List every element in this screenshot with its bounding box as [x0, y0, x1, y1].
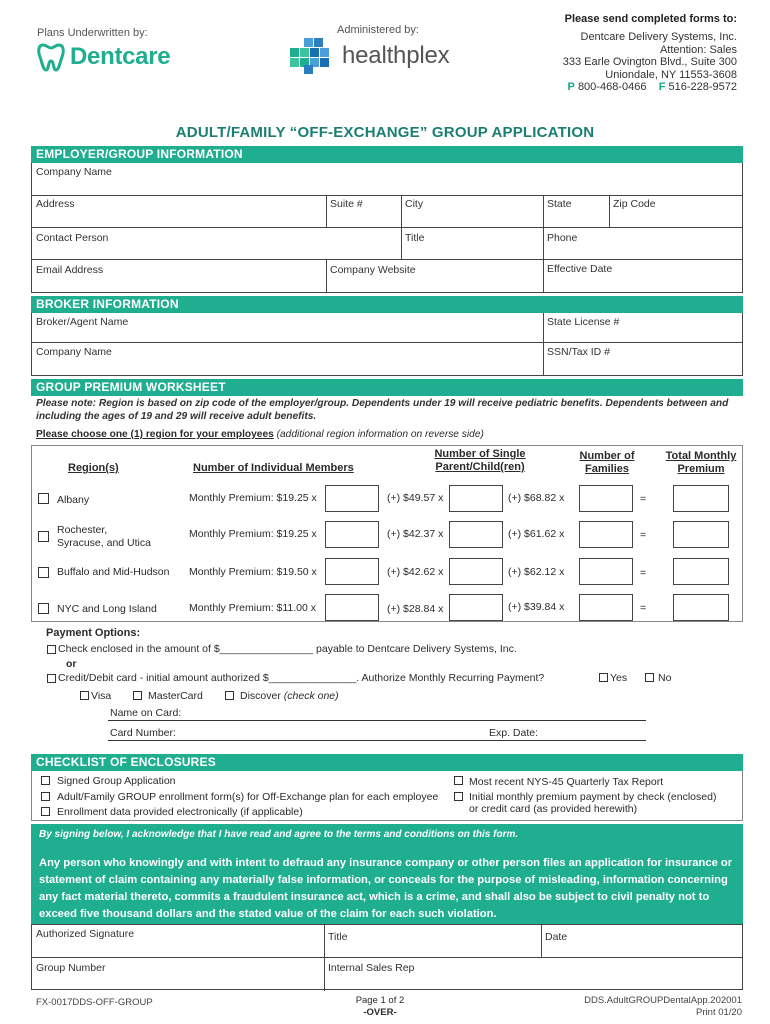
tax-report-checkbox[interactable] — [454, 776, 463, 785]
region-label: Albany — [57, 494, 90, 506]
form-id: FX-0017DDS-OFF-GROUP — [36, 997, 153, 1008]
card-number-label: Card Number: — [110, 727, 176, 739]
region-checkbox-buffalo[interactable] — [38, 567, 49, 578]
doc-id — [584, 995, 742, 1019]
phone-number: 800-468-0466 — [577, 81, 647, 93]
address-line: Dentcare Delivery Systems, Inc. — [580, 31, 737, 43]
col-header-total — [658, 450, 744, 476]
acknowledge-block — [31, 824, 743, 924]
address-line: 333 Earle Ovington Blvd., Suite 300 — [562, 56, 737, 68]
mastercard-checkbox[interactable] — [133, 691, 142, 700]
checklist-item: Signed Group Application — [57, 775, 176, 787]
single-premium-label: (+) $42.62 x — [387, 566, 444, 578]
single-premium-label: (+) $49.57 x — [387, 492, 444, 504]
page-indicator — [330, 995, 430, 1019]
choose-region-label: Please choose one (1) region for your employees — [36, 429, 274, 440]
payment-options-heading: Payment Options: — [46, 627, 141, 639]
col-header-total-line: Premium — [677, 463, 725, 475]
page-number: Page 1 of 2 — [355, 995, 405, 1006]
region-checkbox-albany[interactable] — [38, 493, 49, 504]
sales-rep-field[interactable]: Internal Sales Rep — [328, 962, 415, 974]
family-premium-label: (+) $62.12 x — [508, 566, 565, 578]
recurring-yes-label: Yes — [610, 672, 628, 684]
col-header-members: Number of Individual Members — [193, 462, 354, 474]
region-label: Buffalo and Mid-Hudson — [57, 566, 170, 578]
individual-premium-label: Monthly Premium: $19.25 x — [189, 528, 317, 540]
doc-id-text: DDS.AdultGROUPDentalApp.202001 — [584, 995, 742, 1006]
address-line: Uniondale, NY 11553-3608 — [605, 68, 737, 81]
over-label: -OVER- — [363, 1007, 397, 1018]
checklist-item: Enrollment data provided electronically (if applicable) — [57, 806, 303, 818]
region-checkbox-rochester[interactable] — [38, 531, 49, 542]
premium-section-header: GROUP PREMIUM WORKSHEET — [31, 379, 743, 396]
checklist-item: Most recent NYS-45 Quarterly Tax Report — [469, 776, 664, 788]
col-header-region: Region(s) — [68, 462, 119, 474]
individual-count-input[interactable] — [325, 594, 379, 621]
broker-company-field[interactable]: Company Name — [36, 346, 112, 358]
company-name-field[interactable]: Company Name — [36, 166, 112, 178]
address-field[interactable]: Address — [36, 198, 75, 210]
acknowledge-text: By signing below, I acknowledge that I have read and agree to the terms and conditions on this form. — [39, 829, 519, 840]
family-premium-label: (+) $39.84 x — [508, 601, 565, 613]
website-field[interactable]: Company Website — [330, 264, 416, 276]
card-number-input[interactable] — [108, 740, 646, 741]
page-title: ADULT/FAMILY “OFF-EXCHANGE” GROUP APPLICATION — [175, 124, 595, 141]
ssn-tax-field[interactable]: SSN/Tax ID # — [547, 346, 611, 358]
discover-checkbox[interactable] — [225, 691, 234, 700]
mastercard-label: MasterCard — [148, 690, 203, 702]
name-on-card-label: Name on Card: — [110, 707, 182, 719]
discover-label — [240, 690, 339, 702]
region-checkbox-nyc[interactable] — [38, 603, 49, 614]
signature-title-field[interactable]: Title — [328, 931, 348, 943]
single-count-input[interactable] — [449, 521, 503, 548]
choose-region-extra: (additional region information on reverse side) — [276, 429, 484, 440]
effective-date-field[interactable]: Effective Date — [547, 263, 613, 275]
suite-field[interactable]: Suite # — [330, 198, 363, 210]
col-header-families-line: Number of — [579, 450, 635, 462]
individual-count-input[interactable] — [325, 558, 379, 585]
col-header-families — [566, 450, 648, 476]
enrollment-data-checkbox[interactable] — [41, 807, 50, 816]
phone-prefix: P — [567, 81, 575, 93]
send-forms-title: Please send completed forms to: — [564, 13, 737, 25]
signed-application-checkbox[interactable] — [41, 776, 50, 785]
family-premium-label: (+) $61.62 x — [508, 528, 565, 540]
single-count-input[interactable] — [449, 558, 503, 585]
or-label: or — [66, 658, 77, 670]
visa-checkbox[interactable] — [80, 691, 89, 700]
family-count-input[interactable] — [579, 485, 633, 512]
recurring-no-checkbox[interactable] — [645, 673, 654, 682]
name-on-card-input[interactable] — [108, 720, 646, 721]
col-header-single-line: Number of Single — [434, 448, 526, 460]
checklist-section-header: CHECKLIST OF ENCLOSURES — [31, 754, 743, 771]
col-header-single — [425, 448, 535, 474]
dentcare-wordmark: Dentcare — [70, 43, 171, 70]
healthplex-cross-icon — [290, 38, 336, 74]
equals-sign: = — [640, 567, 647, 579]
broker-grid — [31, 313, 743, 376]
dentcare-logo — [37, 42, 170, 72]
credit-card-label: Credit/Debit card - initial amount authorized $_______________. Authorize Monthly Recurring Payment? — [58, 672, 545, 684]
state-license-field[interactable]: State License # — [547, 316, 620, 328]
title-field[interactable]: Title — [405, 232, 425, 244]
individual-premium-label: Monthly Premium: $19.25 x — [189, 492, 317, 504]
single-premium-label: (+) $42.37 x — [387, 528, 444, 540]
city-field[interactable]: City — [405, 198, 424, 210]
individual-premium-label: Monthly Premium: $19.50 x — [189, 566, 317, 578]
signature-grid — [31, 924, 743, 990]
visa-label: Visa — [91, 690, 112, 702]
healthplex-wordmark: healthplex — [342, 42, 450, 69]
region-label: Rochester, Syracuse, and Utica — [57, 524, 151, 549]
check-one-text: (check one) — [283, 690, 339, 702]
family-count-input[interactable] — [579, 521, 633, 548]
choose-region-instruction — [36, 429, 484, 440]
fax-number: 516-228-9572 — [668, 81, 737, 93]
individual-premium-label: Monthly Premium: $11.00 x — [189, 602, 317, 614]
premium-note: Please note: Region is based on zip code of the employer/group. Dependents under 19 will receive pediatric benefits. Dependents between and including the ages of 19 and 29 will receive adult benefits. — [36, 398, 729, 422]
family-count-input[interactable] — [579, 594, 633, 621]
region-label: NYC and Long Island — [57, 603, 157, 615]
family-premium-label: (+) $68.82 x — [508, 492, 565, 504]
state-field[interactable]: State — [547, 198, 572, 210]
employer-grid — [31, 163, 743, 293]
family-count-input[interactable] — [579, 558, 633, 585]
print-date: Print 01/20 — [696, 1007, 742, 1018]
fax-prefix: F — [658, 81, 666, 93]
check-enclosed-label: Check enclosed in the amount of $________________ payable to Dentcare Delivery Systems, Inc. — [58, 643, 517, 655]
authorized-signature-field[interactable]: Authorized Signature — [36, 928, 135, 940]
fraud-warning: Any person who knowingly and with intent to defraud any insurance company or other person files an application for insurance or statement of claim containing any materially false information, or conceals for the purpose of misleading, information concerning any fact material thereto, commits a fraudulent insurance act, which is a crime, and shall also be subject to civil penalty not to exceed five thousand dollars and the stated value of the claim for each such violation. — [39, 857, 733, 920]
total-premium-input[interactable] — [673, 558, 729, 585]
recurring-no-label: No — [658, 672, 672, 684]
single-count-input[interactable] — [449, 594, 503, 621]
equals-sign: = — [640, 493, 647, 505]
checklist-item: or credit card (as provided herewith) — [469, 803, 638, 815]
tooth-icon — [37, 42, 65, 72]
individual-count-input[interactable] — [325, 485, 379, 512]
checklist-item: Adult/Family GROUP enrollment form(s) for Off-Exchange plan for each employee — [57, 791, 439, 803]
email-field[interactable]: Email Address — [36, 264, 104, 276]
address-line: Attention: Sales — [659, 43, 737, 56]
credit-card-checkbox[interactable] — [47, 674, 56, 683]
broker-agent-field[interactable]: Broker/Agent Name — [36, 316, 129, 328]
underwritten-label: Plans Underwritten by: — [37, 27, 148, 39]
equals-sign: = — [640, 529, 647, 541]
phone-field[interactable]: Phone — [547, 232, 578, 244]
signature-date-field[interactable]: Date — [545, 931, 568, 943]
checklist-item: Initial monthly premium payment by check (enclosed) — [469, 791, 717, 803]
total-premium-input[interactable] — [673, 521, 729, 548]
broker-section-header: BROKER INFORMATION — [31, 296, 743, 313]
col-header-total-line: Total Monthly — [665, 450, 737, 462]
single-premium-label: (+) $28.84 x — [387, 603, 444, 615]
employer-section-header: EMPLOYER/GROUP INFORMATION — [31, 146, 743, 163]
healthplex-logo — [290, 38, 449, 74]
total-premium-input[interactable] — [673, 594, 729, 621]
equals-sign: = — [640, 602, 647, 614]
total-premium-input[interactable] — [673, 485, 729, 512]
contact-numbers — [563, 81, 737, 94]
single-count-input[interactable] — [449, 485, 503, 512]
col-header-single-line: Parent/Child(ren) — [435, 461, 525, 473]
administered-label: Administered by: — [337, 24, 419, 36]
group-number-field[interactable]: Group Number — [36, 962, 106, 974]
check-enclosed-checkbox[interactable] — [47, 645, 56, 654]
individual-count-input[interactable] — [325, 521, 379, 548]
recurring-yes-checkbox[interactable] — [599, 673, 608, 682]
contact-person-field[interactable]: Contact Person — [36, 232, 109, 244]
initial-payment-checkbox[interactable] — [454, 792, 463, 801]
enrollment-forms-checkbox[interactable] — [41, 792, 50, 801]
mailing-address — [563, 31, 737, 94]
col-header-families-line: Families — [584, 463, 630, 475]
discover-text: Discover — [240, 690, 281, 702]
exp-date-label: Exp. Date: — [489, 727, 539, 739]
zip-field[interactable]: Zip Code — [613, 198, 656, 210]
